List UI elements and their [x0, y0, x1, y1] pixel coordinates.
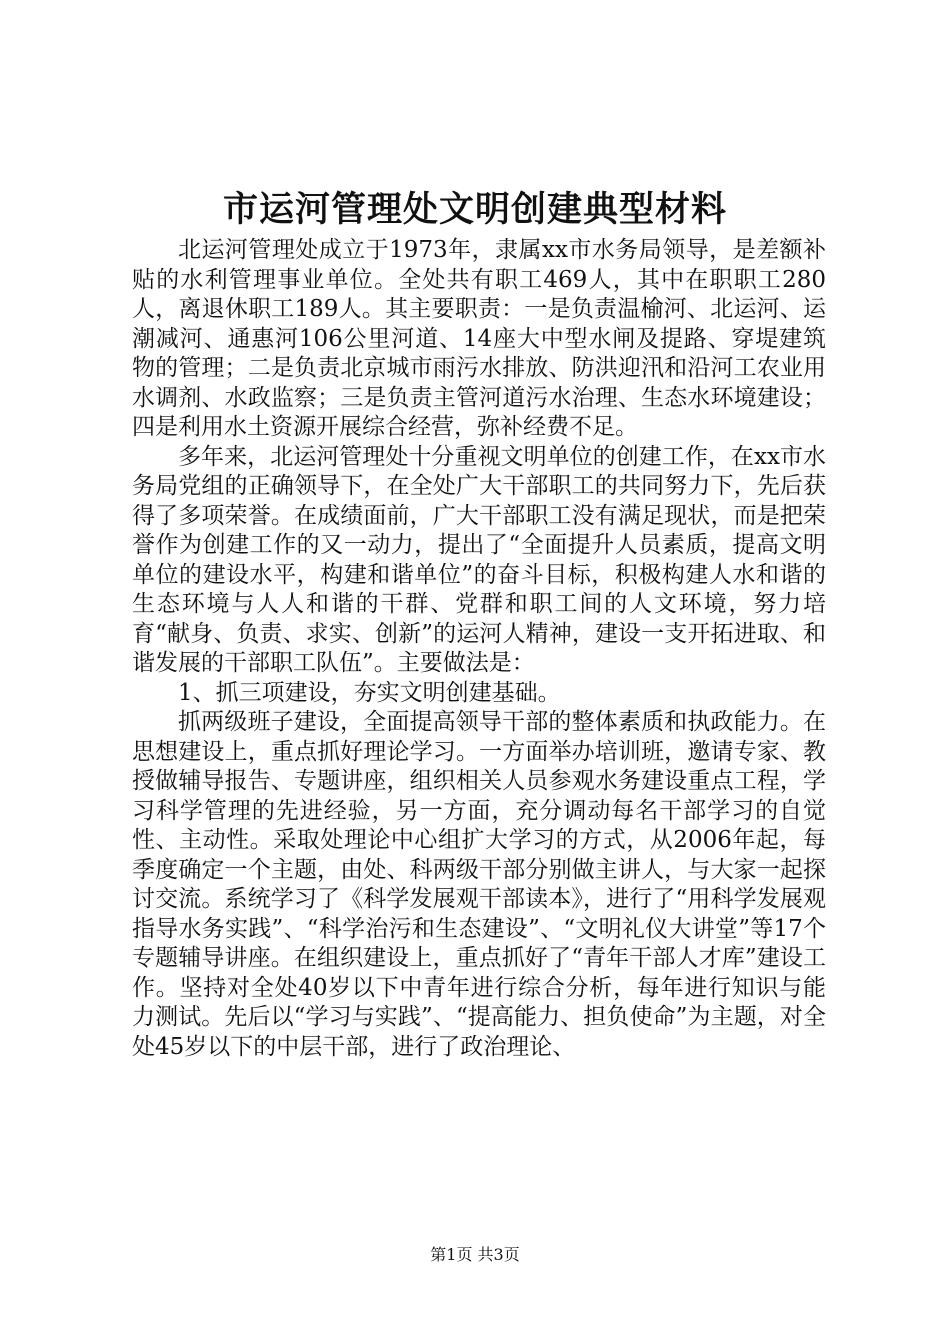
paragraph-overview: 多年来，北运河管理处十分重视文明单位的创建工作，在xx市水务局党组的正确领导下，在全处广大干部职工的共同努力下，先后获得了多项荣誉。在成绩面前，广大干部职工没有满足现状，而是把荣誉作为创建工作的又一动力，提出了“全面提升人员素质，提高文明单位的建设水平，构建和谐单位”的奋斗目标，积极构建人水和谐的生态环境与人人和谐的干群、党群和职工间的人文环境，努力培育“献身、负责、求实、创新”的运河人精神，建设一支开拓进取、和谐发展的干部职工队伍”。主要做法是： [132, 443, 826, 676]
document-title: 市运河管理处文明创建典型材料 [222, 189, 727, 230]
paragraph-intro: 北运河管理处成立于1973年，隶属xx市水务局领导，是差额补贴的水利管理事业单位。全处共有职工469人，其中在职职工280人，离退休职工189人。其主要职责：一是负责温榆河、北运河、运潮减河、通惠河106公里河道、14座大中型水闸及提路、穿堤建筑物的管理；二是负责北京城市雨污水排放、防洪迎汛和沿河工农业用水调剂、水政监察；三是负责主管河道污水治理、生态水环境建设；四是利用水土资源开展综合经营，弥补经费不足。 [132, 237, 826, 440]
paragraph-heading-1: 1、抓三项建设，夯实文明创建基础。 [178, 679, 561, 706]
page-footer: 第1页 共3页 [430, 1245, 520, 1264]
document-body [132, 236, 826, 1062]
paragraph-leadership: 抓两级班子建设，全面提高领导干部的整体素质和执政能力。在思想建设上，重点抓好理论学习。一方面举办培训班，邀请专家、教授做辅导报告、专题讲座，组织相关人员参观水务建设重点工程，学习科学管理的先进经验，另一方面，充分调动每名干部学习的自觉性、主动性。采取处理论中心组扩大学习的方式，从2006年起，每季度确定一个主题，由处、科两级干部分别做主讲人，与大家一起探讨交流。系统学习了《科学发展观干部读本》，进行了“用科学发展观指导水务实践”、“科学治污和生态建设”、“文明礼仪大讲堂”等17个专题辅导讲座。在组织建设上，重点抓好了“青年干部人才库”建设工作。坚持对全处40岁以下中青年进行综合分析，每年进行知识与能力测试。先后以“学习与实践”、“提高能力、担负使命”为主题，对全处45岁以下的中层干部，进行了政治理论、 [132, 709, 826, 1060]
